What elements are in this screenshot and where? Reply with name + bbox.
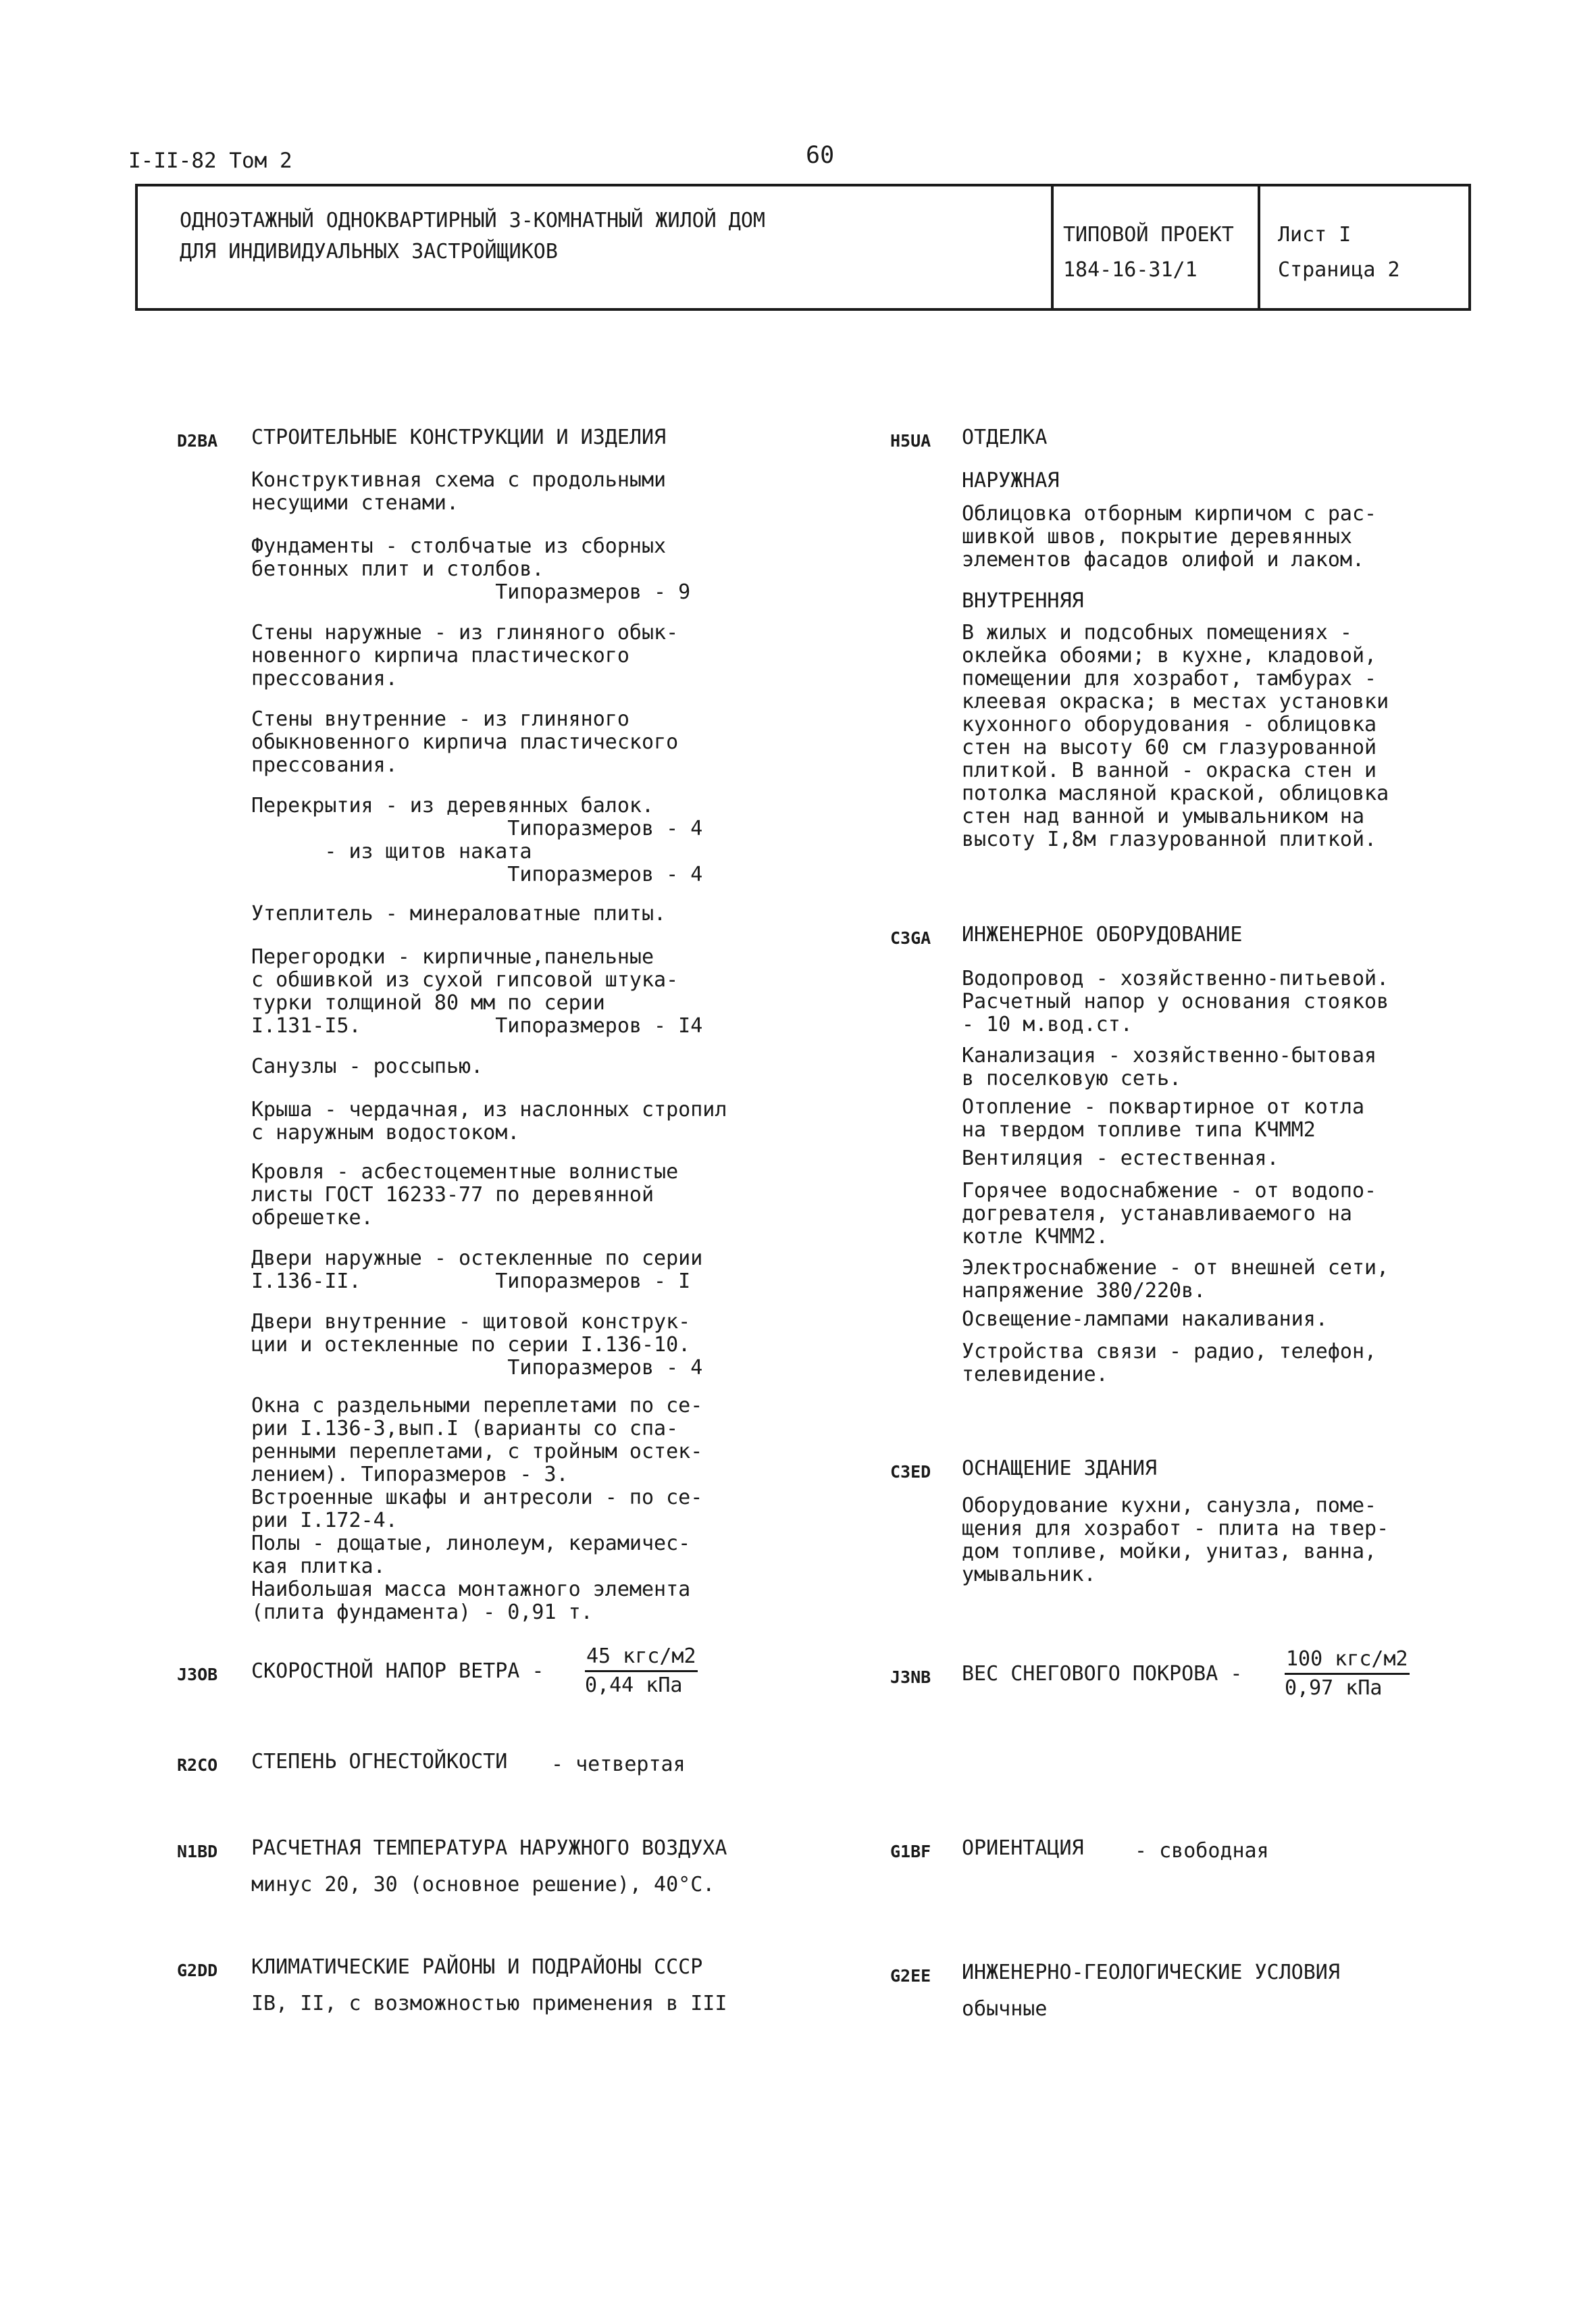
section-code: N1BD bbox=[177, 1842, 218, 1861]
section-code: J3NB bbox=[890, 1667, 931, 1687]
constructions-paragraph: Двери наружные - остекленные по серии I.136-II. Типоразмеров - I bbox=[251, 1247, 703, 1293]
orientation-title: ОРИЕНТАЦИЯ bbox=[962, 1836, 1084, 1860]
constructions-paragraph: Крыша - чердачная, из наслонных стропил с наружным водостоком. bbox=[251, 1098, 727, 1145]
orientation-value: - свободная bbox=[1135, 1839, 1269, 1863]
engineering-paragraph: Водопровод - хозяйственно-питьевой. Расчетный напор у основания стояков - 10 м.вод.ст. bbox=[962, 967, 1389, 1036]
project-number: 184-16-31/1 bbox=[1063, 258, 1198, 282]
title-line-2: ДЛЯ ИНДИВИДУАЛЬНЫХ ЗАСТРОЙЩИКОВ bbox=[180, 240, 558, 263]
wind-denominator: 0,44 кПа bbox=[585, 1674, 683, 1697]
wind-numerator: 45 кгс/м2 bbox=[585, 1643, 698, 1672]
wind-value bbox=[585, 1643, 698, 1699]
engineering-paragraph: Вентиляция - естественная. bbox=[962, 1147, 1279, 1170]
constructions-paragraph: Стены наружные - из глиняного обык- новенного кирпича пластического прессования. bbox=[251, 621, 679, 690]
constructions-paragraph: Стены внутренние - из глиняного обыкновенного кирпича пластического прессования. bbox=[251, 707, 679, 777]
snow-title: ВЕС СНЕГОВОГО ПОКРОВА - bbox=[962, 1662, 1243, 1686]
section-code: H5UA bbox=[890, 431, 931, 451]
constructions-paragraph: Санузлы - россыпью. bbox=[251, 1055, 484, 1078]
constructions-paragraph: Двери внутренние - щитовой конструк- ции и остекленные по серии I.136-10. Типоразмеров - 4 bbox=[251, 1310, 703, 1380]
section-code: R2CO bbox=[177, 1755, 218, 1775]
geology-value: обычные bbox=[962, 1997, 1048, 2021]
section-code: J3OB bbox=[177, 1665, 218, 1684]
finishing-outer-text: Облицовка отборным кирпичом с рас- шивкой швов, покрытие деревянных элементов фасадов олифой и лаком. bbox=[962, 502, 1377, 572]
engineering-paragraph: Отопление - поквартирное от котла на твердом топливе типа КЧММ2 bbox=[962, 1095, 1365, 1142]
snow-numerator: 100 кгс/м2 bbox=[1285, 1646, 1410, 1675]
sheet-cell bbox=[1258, 186, 1468, 308]
section-code: C3ED bbox=[890, 1462, 931, 1482]
engineering-paragraph: Устройства связи - радио, телефон, телевидение. bbox=[962, 1340, 1377, 1386]
section-code: G2DD bbox=[177, 1961, 218, 1980]
project-cell bbox=[1051, 186, 1258, 308]
page-label: Страница 2 bbox=[1278, 258, 1400, 282]
geology-title: ИНЖЕНЕРНО-ГЕОЛОГИЧЕСКИЕ УСЛОВИЯ bbox=[962, 1961, 1340, 1984]
equipment-text: Оборудование кухни, санузла, поме- щения для хозработ - плита на твер- дом топливе, мойки, унитаз, ванна, умывальник. bbox=[962, 1494, 1389, 1586]
finishing-outer-label: НАРУЖНАЯ bbox=[962, 469, 1060, 493]
fire-title: СТЕПЕНЬ ОГНЕСТОЙКОСТИ bbox=[251, 1750, 508, 1774]
constructions-paragraph: Окна с раздельными переплетами по се- рии I.136-3,вып.I (варианты со спа- ренными переплетами, с тройным остек- лением). Типоразмеров - 3. Встроенные шкафы и антресоли - по се- рии I.172-4. Полы - дощатые, линолеум, керамичес- кая плитка. Наибольшая масса монтажного элемента (плита фундамента) - 0,91 т. bbox=[251, 1394, 703, 1624]
section-title-engineering: ИНЖЕНЕРНОЕ ОБОРУДОВАНИЕ bbox=[962, 923, 1243, 947]
wind-title: СКОРОСТНОЙ НАПОР ВЕТРА - bbox=[251, 1659, 544, 1683]
project-label: ТИПОВОЙ ПРОЕКТ bbox=[1063, 223, 1234, 247]
section-title-constructions: СТРОИТЕЛЬНЫЕ КОНСТРУКЦИИ И ИЗДЕЛИЯ bbox=[251, 426, 667, 449]
section-title-equipment: ОСНАЩЕНИЕ ЗДАНИЯ bbox=[962, 1457, 1157, 1480]
sheet-label: Лист I bbox=[1278, 223, 1352, 247]
section-code: D2BA bbox=[177, 431, 218, 451]
title-block bbox=[135, 184, 1471, 311]
engineering-paragraph: Электроснабжение - от внешней сети, напряжение 380/220в. bbox=[962, 1256, 1389, 1303]
section-code: G1BF bbox=[890, 1842, 931, 1861]
page-number: 60 bbox=[806, 142, 835, 169]
engineering-paragraph: Освещение-лампами накаливания. bbox=[962, 1307, 1328, 1331]
constructions-paragraph: Кровля - асбестоцементные волнистые листы ГОСТ 16233-77 по деревянной обрешетке. bbox=[251, 1160, 679, 1230]
engineering-paragraph: Канализация - хозяйственно-бытовая в поселковую сеть. bbox=[962, 1044, 1377, 1090]
section-title-finishing: ОТДЕЛКА bbox=[962, 426, 1048, 449]
constructions-paragraph: Утеплитель - минераловатные плиты. bbox=[251, 902, 667, 926]
section-code: C3GA bbox=[890, 928, 931, 948]
temperature-value: минус 20, 30 (основное решение), 40°С. bbox=[251, 1873, 715, 1896]
finishing-inner-label: ВНУТРЕННЯЯ bbox=[962, 589, 1084, 613]
constructions-paragraph: Перекрытия - из деревянных балок. Типоразмеров - 4 - из щитов наката Типоразмеров - 4 bbox=[251, 794, 703, 886]
title-line-1: ОДНОЭТАЖНЫЙ ОДНОКВАРТИРНЫЙ 3-КОМНАТНЫЙ ЖИЛОЙ ДОМ bbox=[180, 209, 765, 232]
climate-value: IВ, II, с возможностью применения в III bbox=[251, 1992, 727, 2015]
temperature-title: РАСЧЕТНАЯ ТЕМПЕРАТУРА НАРУЖНОГО ВОЗДУХА bbox=[251, 1836, 727, 1860]
snow-denominator: 0,97 кПа bbox=[1285, 1676, 1383, 1700]
climate-title: КЛИМАТИЧЕСКИЕ РАЙОНЫ И ПОДРАЙОНЫ СССР bbox=[251, 1955, 703, 1979]
constructions-paragraph: Фундаменты - столбчатые из сборных бетонных плит и столбов. Типоразмеров - 9 bbox=[251, 534, 691, 604]
snow-value bbox=[1285, 1646, 1410, 1702]
title-cell bbox=[138, 186, 1051, 308]
section-code: G2EE bbox=[890, 1966, 931, 1986]
engineering-paragraph: Горячее водоснабжение - от водопо- догревателя, устанавливаемого на котле КЧММ2. bbox=[962, 1179, 1377, 1249]
constructions-paragraph: Конструктивная схема с продольными несущими стенами. bbox=[251, 468, 667, 515]
finishing-inner-text: В жилых и подсобных помещениях - оклейка обоями; в кухне, кладовой, помещении для хозработ, тамбурах - клеевая окраска; в местах установки кухонного оборудования - облицовка стен на высоту 60 см глазурованной плиткой. В ванной - окраска стен и потолка масляной краской, облицовка стен над ванной и умывальником на высоту I,8м глазурованной плиткой. bbox=[962, 621, 1389, 851]
series-reference: I-II-82 Том 2 bbox=[128, 149, 292, 173]
constructions-paragraph: Перегородки - кирпичные,панельные с обшивкой из сухой гипсовой штука- турки толщиной 80 мм по серии I.131-I5. Типоразмеров - I4 bbox=[251, 945, 703, 1038]
fire-value: - четвертая bbox=[551, 1753, 686, 1776]
